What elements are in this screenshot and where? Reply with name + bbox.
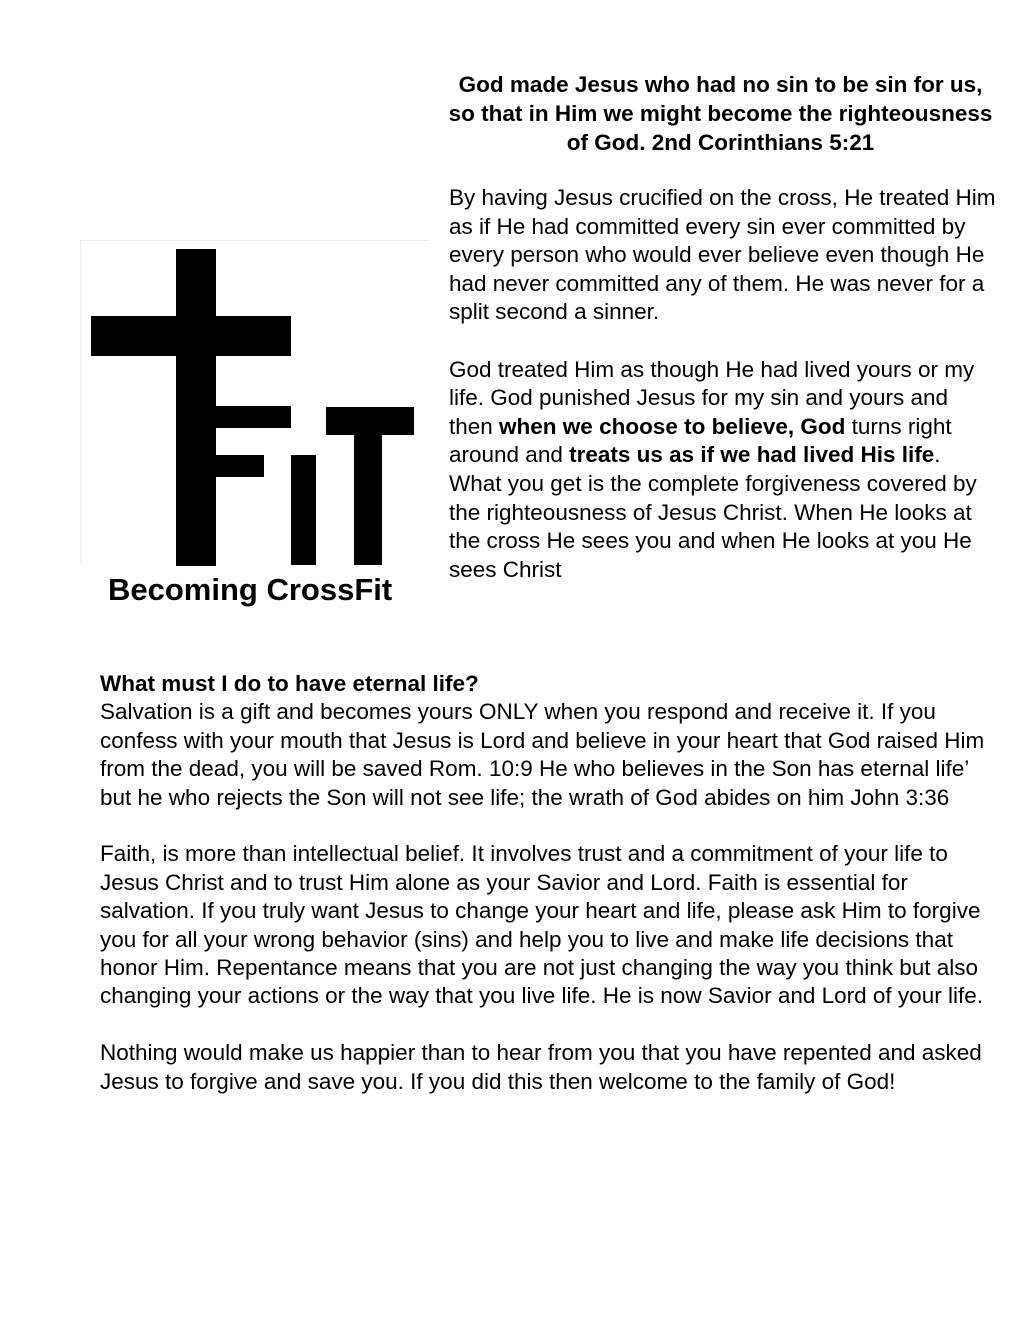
paragraph-welcome: Nothing would make us happier than to hear from you that you have repented and asked Jesus to forgive and save you. If you did this then welcome to the family of God! xyxy=(100,1040,982,1094)
main-content xyxy=(100,670,1000,1124)
paragraph-crucifixion: By having Jesus crucified on the cross, He treated Him as if He had committed every sin ever committed by every person who would ever believe even though He had never committed any of them. He was never for a split second a sinner. xyxy=(449,185,996,325)
text-span: turns right around and xyxy=(449,413,952,468)
logo-caption: Becoming CrossFit xyxy=(108,572,393,607)
text-span: God treated Him as though He had lived yours or my life. God punished Jesus for my sin and yours and then xyxy=(449,356,975,439)
bold-span: treats us as if we had lived His life xyxy=(569,442,935,468)
verse-quote: God made Jesus who had no sin to be sin for us, so that in Him we might become the righteousness of God. 2nd Corinthians 5:21 xyxy=(448,72,993,155)
bold-span: when we choose to believe, God xyxy=(499,413,846,439)
paragraph-salvation: Salvation is a gift and becomes yours ONLY when you respond and receive it. If you confess with your mouth that Jesus is Lord and believe in your heart that God raised Him from the dead, you will be saved Rom. 10:9 He who believes in the Son has eternal life’ but he who rejects the Son will not see life; the wrath of God abides on him John 3:36 xyxy=(100,699,985,810)
section-heading: What must I do to have eternal life? xyxy=(100,671,479,696)
paragraph-eternal-life xyxy=(100,670,1000,812)
text-span: . What you get is the complete forgiveness covered by the righteousness of Jesus Christ. When He looks at the cross He sees you and when He looks at you He sees Christ xyxy=(449,442,977,582)
right-column xyxy=(449,184,997,613)
logo xyxy=(80,240,430,565)
paragraph-treated-life xyxy=(449,356,997,585)
cross-fit-logo-icon xyxy=(81,241,431,566)
paragraph-faith: Faith, is more than intellectual belief. It involves trust and a commitment of your life to Jesus Christ and to trust Him alone as your Savior and Lord. Faith is essential for salvation. If you truly want Jesus to change your heart and life, please ask Him to forgive you for all your wrong behavior (sins) and help you to live and make life decisions that honor Him. Repentance means that you are not just changing the way you think but also changing your actions or the way that you live life. He is now Savior and Lord of your life. xyxy=(100,841,983,1009)
